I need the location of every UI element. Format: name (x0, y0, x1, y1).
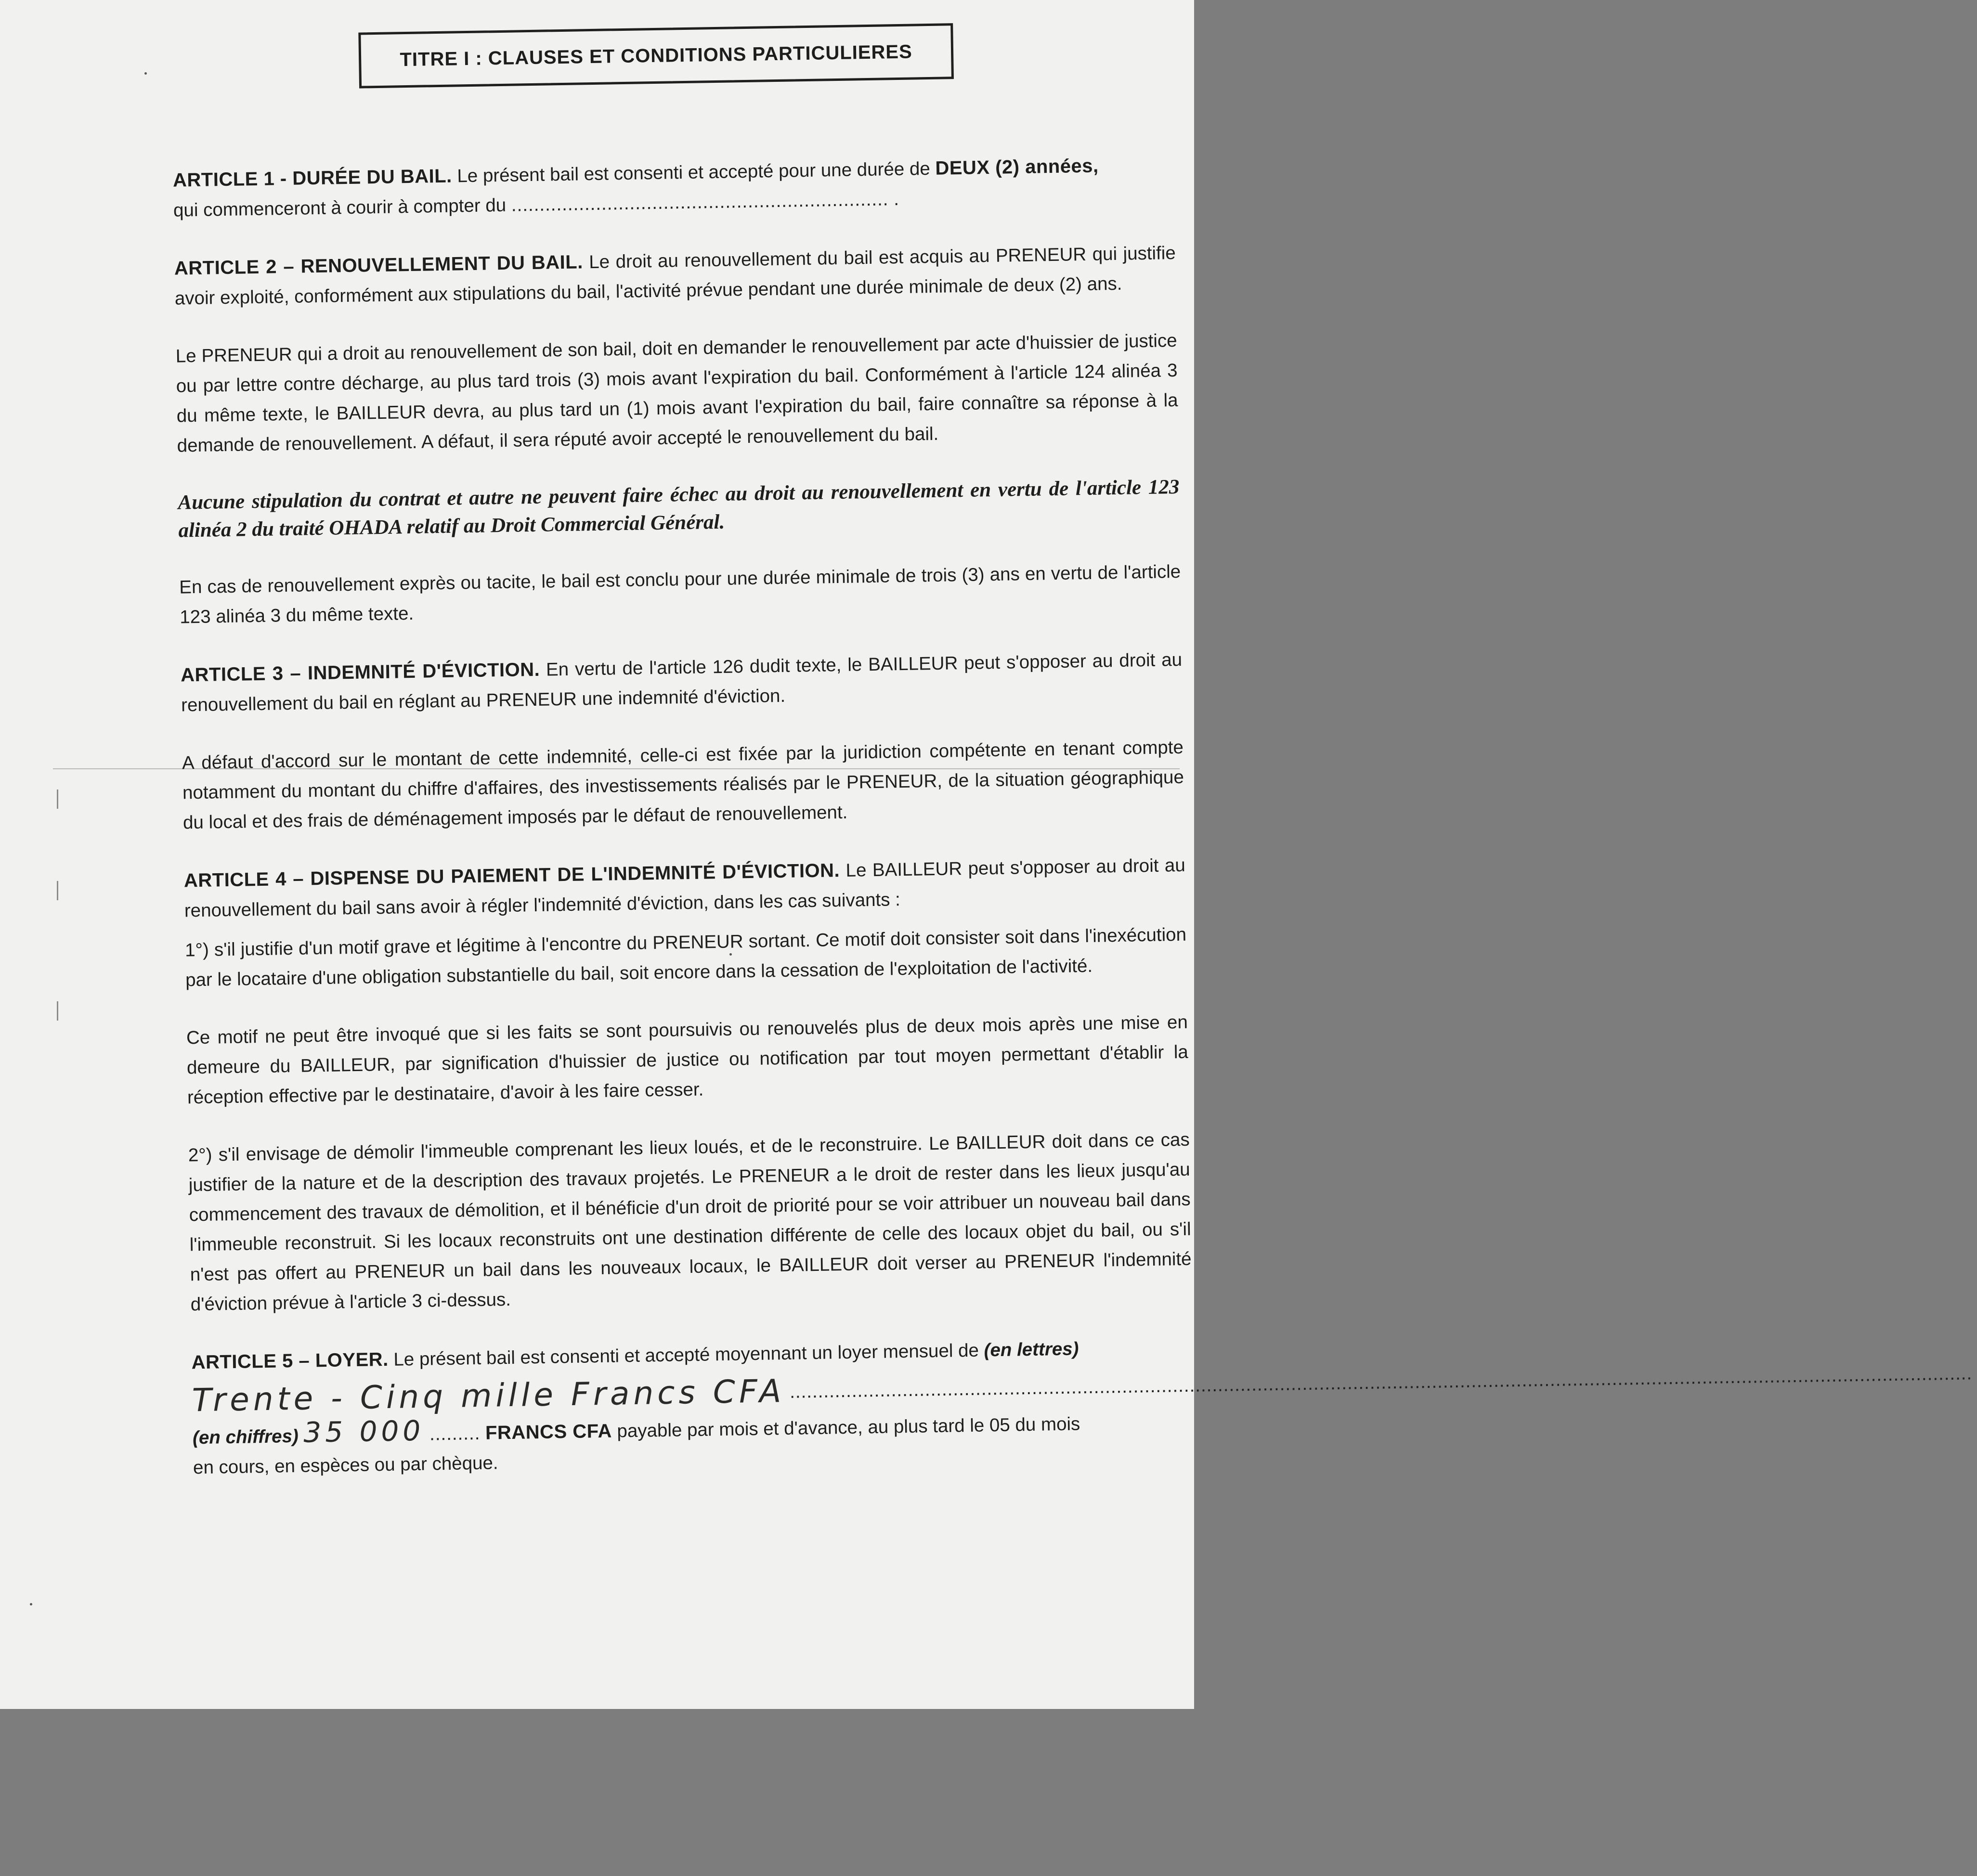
document-body (172, 150, 1973, 1483)
rent-figures-label: (en chiffres) (192, 1425, 299, 1449)
article-5-letters-label: (en lettres) (984, 1338, 1079, 1361)
rent-in-figures-line: (en chiffres) 35 000 ......... FRANCS CFA payable par mois et d'avance, au plus tard le 05 du mois (192, 1413, 1080, 1449)
article-5-heading: ARTICLE 5 – LOYER. (191, 1348, 389, 1373)
article-2 (174, 238, 1176, 314)
article-2-text: Le droit au renouvellement du bail est acquis au PRENEUR qui justifie avoir exploité, conformément aux stipulations du bail, l'activité prévue pendant une durée minimale de deux (2) ans. (174, 242, 1176, 309)
article-4-case-1-detail: Ce motif ne peut être invoqué que si les faits se sont poursuivis ou renouvelés plus de deux mois après une mise en demeure du BAILLEUR, par signification d'huissier de justice ou notification par tout moyen permettant d'établir la réception effective par le destinataire, d'avoir à les faire cesser. (186, 1011, 1189, 1108)
article-1-date-dots: ................................................................... (511, 189, 889, 216)
rent-payment-text: payable par mois et d'avance, au plus tard le 05 du mois (617, 1413, 1080, 1442)
article-2-paragraph-3: Aucune stipulation du contrat et autre ne peuvent faire échec au droit au renouvellement en vertu de l'article 123 alinéa 2 du traité OHADA relatif au Droit Commercial Général. (178, 475, 1180, 542)
rent-in-words-dots: .................................................................................................................................................................................................................. (789, 1363, 1973, 1402)
article-3 (181, 645, 1183, 721)
rent-in-words-handwritten: Trente - Cinq mille Francs CFA (192, 1372, 785, 1419)
article-1-text2: qui commenceront à courir à compter du (173, 194, 507, 221)
rent-currency: FRANCS CFA (485, 1420, 612, 1444)
article-4-case-2: 2°) s'il envisage de démolir l'immeuble comprenant les lieux loués, et de le reconstruire. Le BAILLEUR doit dans ce cas justifier de la nature et de la description des travaux projetés. Le PRENEUR a le droit de rester dans les lieux jusqu'au commencement des travaux de démolition, et il bénéficie d'un droit de priorité pour se voir attribuer un nouveau bail dans l'immeuble reconstruit. Si les locaux reconstruits ont une destination différente de celle des locaux objet du bail, ou s'il n'est pas offert au PRENEUR un bail dans les nouveaux locaux, le BAILLEUR doit verser au PRENEUR l'indemnité d'éviction prévue à l'article 3 ci-dessus. (188, 1129, 1192, 1315)
article-3-heading: ARTICLE 3 – INDEMNITÉ D'ÉVICTION. (180, 659, 540, 686)
document-title: TITRE I : CLAUSES ET CONDITIONS PARTICULIERES (358, 23, 954, 88)
rent-payment-text-2: en cours, en espèces ou par chèque. (193, 1452, 498, 1478)
article-4-text: Le BAILLEUR peut s'opposer au droit au renouvellement du bail sans avoir à régler l'indemnité d'éviction, dans les cas suivants : (184, 854, 1186, 921)
rent-in-figures-handwritten: 35 000 (303, 1414, 425, 1449)
article-1-heading: ARTICLE 1 - DURÉE DU BAIL. (172, 165, 453, 191)
article-5-text: Le présent bail est consenti et accepté moyennant un loyer mensuel de (393, 1340, 979, 1370)
article-4-heading: ARTICLE 4 – DISPENSE DU PAIEMENT DE L'INDEMNITÉ D'ÉVICTION. (183, 860, 840, 892)
article-1-text: Le présent bail est consenti et accepté pour une durée de (457, 158, 931, 187)
article-1: ARTICLE 1 - DURÉE DU BAIL. Le présent bail est consenti et accepté pour une durée de DEUX (2) années, qui commenceront à courir à compter du ................................................................... . (172, 155, 1099, 221)
article-3-text: En vertu de l'article 126 dudit texte, le BAILLEUR peut s'opposer au droit au renouvellement du bail en réglant au PRENEUR une indemnité d'éviction. (181, 649, 1183, 716)
article-2-heading: ARTICLE 2 – RENOUVELLEMENT DU BAIL. (174, 251, 584, 279)
article-2-paragraph-4: En cas de renouvellement exprès ou tacite, le bail est conclu pour une durée minimale de trois (3) ans en vertu de l'article 123 alinéa 3 du même texte. (179, 561, 1181, 628)
article-2-paragraph-2: Le PRENEUR qui a droit au renouvellement de son bail, doit en demander le renouvellement par acte d'huissier de justice ou par lettre contre décharge, au plus tard trois (3) mois avant l'expiration du bail. Conformément à l'article 124 alinéa 3 du même texte, le BAILLEUR devra, au plus tard un (1) mois avant l'expiration du bail, faire connaître sa réponse à la demande de renouvellement. A défaut, il sera réputé avoir accepté le renouvellement du bail. (175, 330, 1178, 456)
article-4 (183, 850, 1186, 926)
article-3-paragraph-2: A défaut d'accord sur le montant de cette indemnité, celle-ci est fixée par la juridiction compétente en tenant compte notamment du montant du chiffre d'affaires, des investissements réalisés par le PRENEUR, de la situation géographique du local et des frais de déménagement imposés par le défaut de renouvellement. (182, 737, 1184, 833)
article-4-case-1: 1°) s'il justifie d'un motif grave et légitime à l'encontre du PRENEUR sortant. Ce motif doit consister soit dans l'inexécution par le locataire d'une obligation substantielle du bail, soit encore dans la cessation de l'exploitation de l'activité. (184, 924, 1187, 991)
article-1-duration: DEUX (2) années, (935, 155, 1099, 179)
